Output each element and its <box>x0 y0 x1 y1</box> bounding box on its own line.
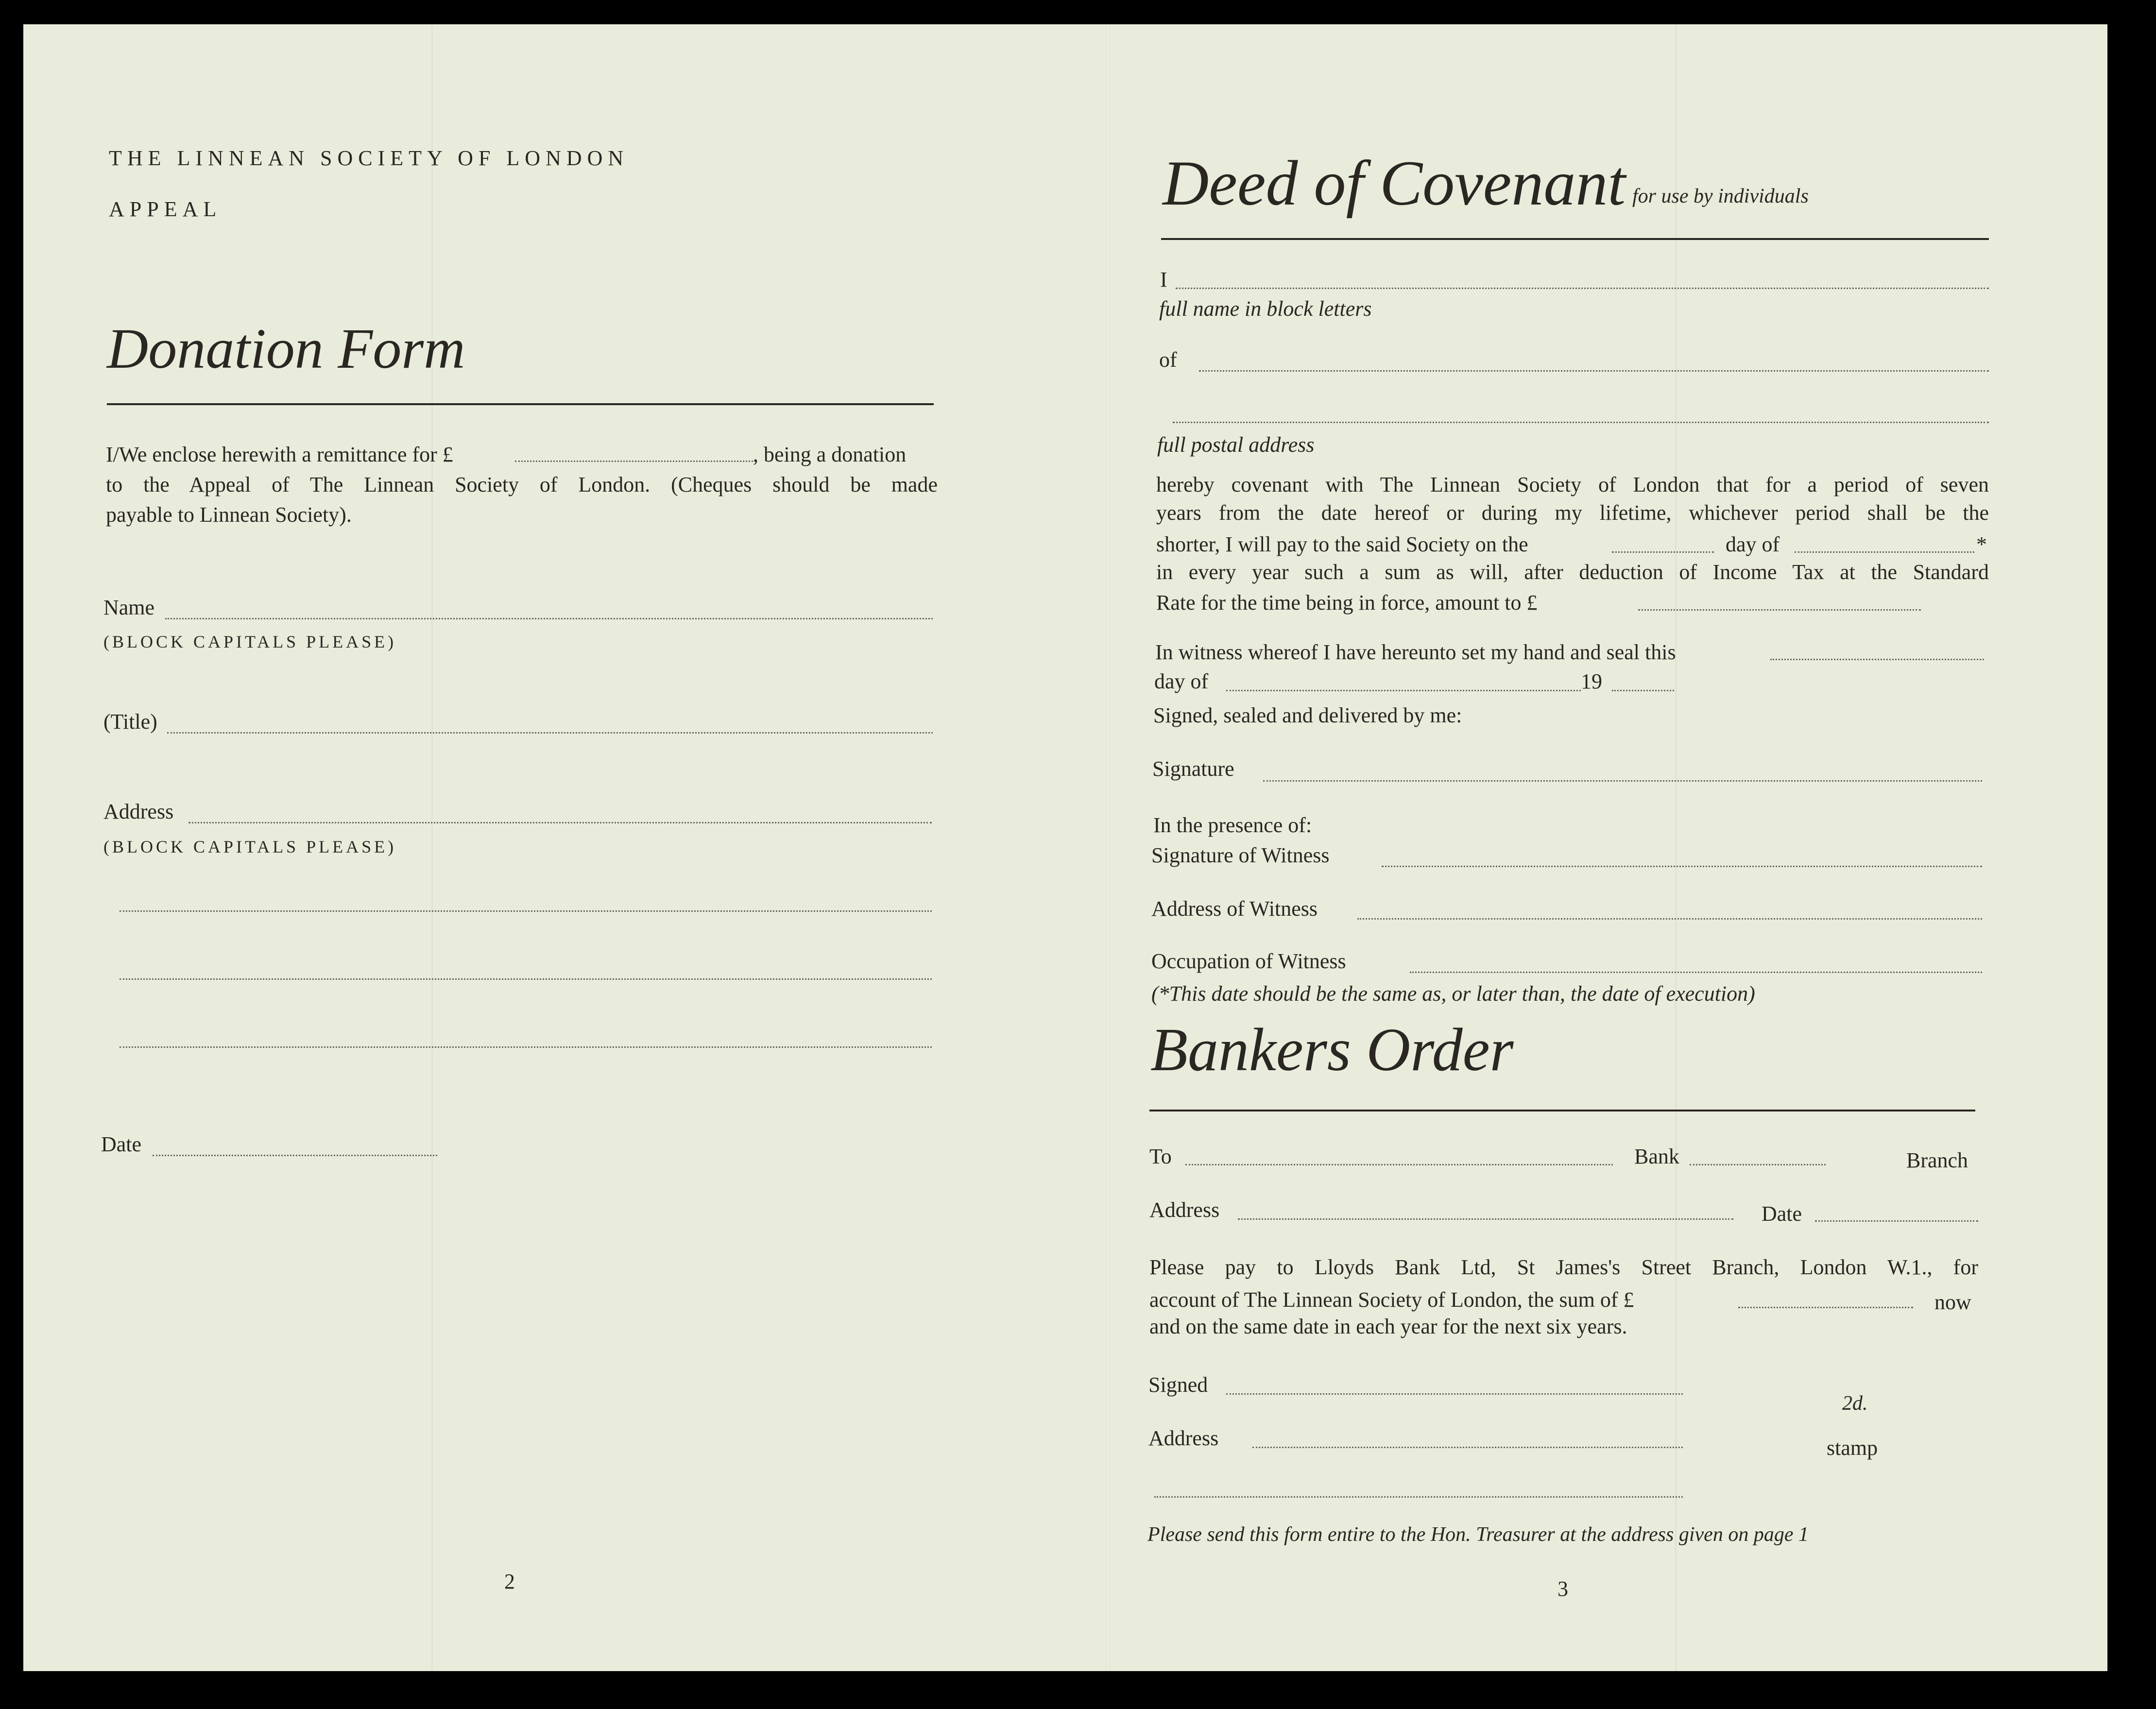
pay-line3: and on the same date in each year for the next six years. <box>1149 1315 1627 1338</box>
document-sheet <box>23 24 2107 1671</box>
center-fold <box>1107 24 1110 1671</box>
covenant-amount-field[interactable] <box>1638 609 1921 611</box>
covenant-line5: Rate for the time being in force, amount to £ <box>1156 591 1538 615</box>
witness-line: In witness whereof I have hereunto set my hand and seal this <box>1155 640 1676 664</box>
bank-address-field[interactable] <box>1238 1218 1733 1220</box>
date-note: (*This date should be the same as, or later than, the date of execution) <box>1151 982 1755 1006</box>
covenant-title: Deed of Covenant <box>1163 147 1626 219</box>
stamp-value: 2d. <box>1842 1392 1868 1415</box>
name-field[interactable] <box>165 618 933 619</box>
full-name-field[interactable] <box>1176 288 1989 289</box>
title-field[interactable] <box>167 732 933 734</box>
bank-address-label: Address <box>1149 1198 1220 1222</box>
branch-label: Branch <box>1906 1148 1968 1172</box>
signer-address-field-2[interactable] <box>1154 1496 1683 1498</box>
covenant-line2: years from the date hereof or during my lifetime, whichever period shall be the <box>1156 501 1989 525</box>
i-label: I <box>1160 268 1167 291</box>
signed-sealed-label: Signed, sealed and delivered by me: <box>1153 703 1462 727</box>
occupation-witness-field[interactable] <box>1410 972 1982 973</box>
covenant-rule <box>1161 238 1989 240</box>
witness-month-field[interactable] <box>1226 690 1581 691</box>
donation-form-title: Donation Form <box>107 317 465 380</box>
date-label: Date <box>101 1132 142 1156</box>
full-name-note: full name in block letters <box>1159 297 1372 321</box>
covenant-line1: hereby covenant with The Linnean Society of London that for a period of seven <box>1156 473 1989 496</box>
bank-name-field[interactable] <box>1185 1164 1613 1165</box>
bankers-order-title: Bankers Order <box>1150 1016 1514 1084</box>
society-heading: THE LINNEAN SOCIETY OF LONDON <box>109 146 629 170</box>
covenant-month-field[interactable] <box>1795 551 1974 553</box>
postal-address-field-1[interactable] <box>1199 370 1989 372</box>
covenant-subtitle: for use by individuals <box>1632 185 1809 207</box>
day-of-label: day of <box>1154 669 1209 693</box>
remittance-text-line3: payable to Linnean Society). <box>106 503 352 527</box>
covenant-line3-b: day of <box>1726 532 1780 556</box>
address-field-3[interactable] <box>120 978 932 980</box>
signer-address-field-1[interactable] <box>1252 1447 1683 1448</box>
fold-crease-left <box>431 24 433 1671</box>
presence-label: In the presence of: <box>1153 813 1312 837</box>
address-witness-label: Address of Witness <box>1151 897 1318 921</box>
covenant-asterisk: * <box>1976 532 1987 556</box>
bank-amount-field[interactable] <box>1738 1307 1913 1308</box>
remittance-text-b: , being a donation <box>753 443 907 466</box>
bank-date-field[interactable] <box>1815 1220 1978 1222</box>
bank-label: Bank <box>1634 1145 1679 1168</box>
signature-witness-label: Signature of Witness <box>1151 843 1330 867</box>
address-label: Address <box>103 800 174 823</box>
fold-crease-right <box>1675 24 1677 1671</box>
remittance-text-a: I/We enclose herewith a remittance for £ <box>106 443 453 466</box>
covenant-day-field[interactable] <box>1612 551 1714 553</box>
remittance-text-line2: to the Appeal of The Linnean Society of London. (Cheques should be made <box>106 473 938 496</box>
address-field-1[interactable] <box>188 822 932 823</box>
page-number-left: 2 <box>504 1570 515 1593</box>
address-note: (BLOCK CAPITALS PLEASE) <box>103 837 397 856</box>
date-field[interactable] <box>153 1155 437 1156</box>
page-number-right: 3 <box>1557 1577 1568 1601</box>
signed-label: Signed <box>1148 1373 1208 1397</box>
address-field-2[interactable] <box>120 910 932 912</box>
covenant-line3-a: shorter, I will pay to the said Society on the <box>1156 532 1528 556</box>
year-prefix: 19 <box>1581 669 1602 693</box>
name-label: Name <box>103 596 155 619</box>
witness-day-field[interactable] <box>1770 659 1984 660</box>
witness-year-field[interactable] <box>1612 690 1674 691</box>
covenant-line4: in every year such a sum as will, after deduction of Income Tax at the Standard <box>1156 560 1989 584</box>
address-witness-field[interactable] <box>1357 918 1982 920</box>
bankers-rule <box>1149 1110 1975 1111</box>
title-rule <box>107 403 934 405</box>
signer-address-label: Address <box>1148 1426 1219 1450</box>
stamp-label: stamp <box>1827 1436 1878 1460</box>
bank-date-label: Date <box>1762 1202 1802 1226</box>
send-note: Please send this form entire to the Hon. Treasurer at the address given on page 1 <box>1147 1523 1809 1546</box>
pay-line2-a: account of The Linnean Society of London, the sum of £ <box>1149 1288 1634 1312</box>
appeal-heading: APPEAL <box>109 197 222 221</box>
branch-field[interactable] <box>1690 1164 1826 1165</box>
postal-address-field-2[interactable] <box>1173 422 1989 423</box>
pay-line1: Please pay to Lloyds Bank Ltd, St James's Street Branch, London W.1., for <box>1149 1255 1978 1279</box>
to-label: To <box>1149 1145 1172 1168</box>
name-note: (BLOCK CAPITALS PLEASE) <box>103 632 397 651</box>
remittance-amount-field[interactable] <box>515 461 756 462</box>
signed-field[interactable] <box>1226 1393 1683 1395</box>
postal-address-note: full postal address <box>1157 433 1315 457</box>
title-label: (Title) <box>103 710 157 734</box>
signature-witness-field[interactable] <box>1382 866 1982 867</box>
signature-field[interactable] <box>1263 780 1982 782</box>
of-label: of <box>1159 348 1177 372</box>
occupation-witness-label: Occupation of Witness <box>1151 949 1346 973</box>
signature-label: Signature <box>1152 757 1234 781</box>
address-field-4[interactable] <box>120 1046 932 1048</box>
pay-line2-b: now <box>1934 1290 1971 1314</box>
